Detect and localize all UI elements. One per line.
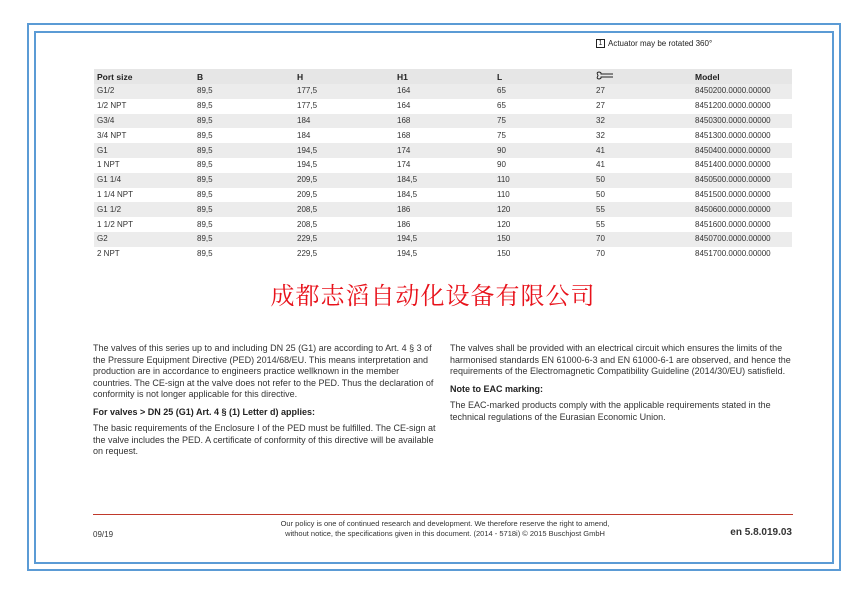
cell-h1: 184,5	[397, 189, 418, 199]
cell-port-size: G1	[94, 143, 194, 158]
cell-model: 8450300.0000.00000	[692, 114, 792, 129]
table-row	[94, 114, 792, 129]
header-h1: H1	[394, 69, 494, 84]
cell-wrench-size: 41	[596, 160, 605, 170]
cell-h: 229,5	[297, 249, 318, 259]
note-text: Actuator may be rotated 360°	[608, 39, 713, 48]
cell-b: 89,5	[197, 101, 213, 111]
cell-l: 120	[497, 219, 511, 229]
cell-h1: 174	[397, 160, 411, 170]
cell-wrench-size: 27	[596, 101, 605, 111]
cell-h: 209,5	[297, 189, 318, 199]
cell-port-size: 3/4 NPT	[97, 130, 127, 140]
cell-wrench-size: 55	[596, 219, 605, 229]
cell-h: 177,5	[294, 84, 394, 99]
cell-port-size: 1 NPT	[97, 160, 120, 170]
table-row	[94, 173, 792, 188]
header-model: Model	[692, 69, 792, 84]
table-row	[94, 188, 792, 203]
emc-paragraph: The valves shall be provided with an electrical circuit which ensures the limits of the harmonised standards EN 61000-6-3 and EN 61000-6-1 are observed, and hence the requirements of the Electromagnetic Compatibility Guideline (2014/30/EU) satisfield.	[450, 343, 791, 376]
eac-paragraph: The EAC-marked products comply with the applicable requirements stated in the technical regulations of the Eurasian Economic Union.	[450, 400, 771, 422]
cell-h: 209,5	[294, 173, 394, 188]
cell-l: 65	[494, 84, 593, 99]
cell-wrench-size: 50	[596, 189, 605, 199]
ped-text-column	[93, 343, 438, 464]
cell-h1: 168	[394, 114, 494, 129]
cell-model: 8451700.0000.00000	[695, 249, 771, 259]
cell-port-size: 1 1/2 NPT	[97, 219, 134, 229]
cell-model: 8451500.0000.00000	[695, 189, 771, 199]
cell-wrench-size: 27	[593, 84, 692, 99]
cell-h1: 186	[394, 202, 494, 217]
cell-b: 89,5	[194, 84, 294, 99]
cell-wrench-size: 41	[593, 143, 692, 158]
ped-paragraph: The valves of this series up to and including DN 25 (G1) are according to Art. 4 § 3 of the Pressure Equipment Directive (PED) 2014/68/EU. This means interpretation and production are in accordance to engineers practice wellknown in the member countries. The CE-sign at the valve does not refer to the PED. Thus the declaration of conformity is not longer applicable for this directive.	[93, 343, 434, 399]
cell-wrench-size: 70	[593, 232, 692, 247]
header-wrench	[593, 69, 692, 84]
cell-b: 89,5	[194, 202, 294, 217]
footer-divider	[93, 514, 793, 515]
cell-h: 194,5	[297, 160, 318, 170]
footer-policy	[240, 519, 650, 539]
cell-port-size: G3/4	[94, 114, 194, 129]
footer-date: 09/19	[93, 530, 114, 539]
footer-policy-line1: Our policy is one of continued research and development. We therefore reserve the right to amend,	[280, 519, 610, 528]
cell-l: 90	[494, 143, 593, 158]
cell-wrench-size: 55	[593, 202, 692, 217]
cell-l: 75	[494, 114, 593, 129]
cell-model: 8450500.0000.00000	[692, 173, 792, 188]
cell-b: 89,5	[194, 143, 294, 158]
table-row	[94, 158, 792, 173]
actuator-note	[596, 39, 712, 48]
ped-requirements-paragraph: The basic requirements of the Enclosure I of the PED must be fulfilled. The CE-sign at the valve includes the PED. A certificate of conformity of this directive will be available on request.	[93, 423, 436, 456]
cell-h1: 194,5	[394, 232, 494, 247]
table-row	[94, 99, 792, 114]
cell-b: 89,5	[194, 232, 294, 247]
cell-wrench-size: 32	[593, 114, 692, 129]
cell-wrench-size: 32	[596, 130, 605, 140]
eac-heading: Note to EAC marking:	[450, 383, 544, 394]
header-port-size: Port size	[94, 69, 194, 84]
cell-model: 8450600.0000.00000	[692, 202, 792, 217]
cell-port-size: G1/2	[94, 84, 194, 99]
port-size-table	[94, 69, 792, 262]
company-watermark: 成都志滔自动化设备有限公司	[270, 282, 596, 310]
cell-l: 150	[497, 249, 511, 259]
cell-model: 8451600.0000.00000	[695, 219, 771, 229]
cell-model: 8451200.0000.00000	[695, 101, 771, 111]
cell-h1: 164	[397, 101, 411, 111]
cell-b: 89,5	[197, 189, 213, 199]
cell-h: 184	[294, 114, 394, 129]
cell-h1: 194,5	[397, 249, 418, 259]
cell-l: 65	[497, 101, 506, 111]
cell-port-size: 1/2 NPT	[97, 101, 127, 111]
cell-port-size: G2	[94, 232, 194, 247]
table-row	[94, 84, 792, 99]
footer-policy-line2: without notice, the specifications given in this document. (2014 - 5718i) © 2015 Buschjost GmbH	[285, 529, 605, 538]
cell-h: 229,5	[294, 232, 394, 247]
cell-l: 150	[494, 232, 593, 247]
cell-model: 8450400.0000.00000	[692, 143, 792, 158]
cell-h1: 174	[394, 143, 494, 158]
cell-port-size: G1 1/2	[94, 202, 194, 217]
cell-l: 90	[497, 160, 506, 170]
cell-b: 89,5	[197, 219, 213, 229]
note-number-box: 1	[596, 39, 605, 48]
cell-h1: 164	[394, 84, 494, 99]
cell-b: 89,5	[194, 173, 294, 188]
footer-doc-id: en 5.8.019.03	[730, 527, 792, 538]
ped-heading: For valves > DN 25 (G1) Art. 4 § (1) Letter d) applies:	[93, 406, 315, 417]
cell-l: 110	[494, 173, 593, 188]
table-row	[94, 217, 792, 232]
cell-h: 208,5	[294, 202, 394, 217]
cell-h: 194,5	[294, 143, 394, 158]
cell-model: 8451300.0000.00000	[695, 130, 771, 140]
wrench-icon	[596, 71, 614, 80]
cell-port-size: 2 NPT	[97, 249, 120, 259]
cell-l: 110	[497, 189, 510, 199]
cell-h1: 168	[397, 130, 411, 140]
table-row	[94, 247, 792, 262]
table-row	[94, 202, 792, 217]
cell-l: 75	[497, 130, 506, 140]
table-header-row	[94, 69, 792, 84]
cell-model: 8450200.0000.00000	[692, 84, 792, 99]
cell-b: 89,5	[197, 160, 213, 170]
cell-wrench-size: 50	[593, 173, 692, 188]
emc-text-column	[450, 343, 795, 429]
header-h: H	[294, 69, 394, 84]
cell-port-size: G1 1/4	[94, 173, 194, 188]
cell-b: 89,5	[194, 114, 294, 129]
table-row	[94, 143, 792, 158]
cell-h: 208,5	[297, 219, 318, 229]
table-row	[94, 128, 792, 143]
cell-h: 177,5	[297, 101, 318, 111]
header-l: L	[494, 69, 593, 84]
header-b: B	[194, 69, 294, 84]
cell-h1: 186	[397, 219, 411, 229]
cell-h: 184	[297, 130, 311, 140]
cell-model: 8450700.0000.00000	[692, 232, 792, 247]
cell-model: 8451400.0000.00000	[695, 160, 771, 170]
table-row	[94, 232, 792, 247]
cell-wrench-size: 70	[596, 249, 605, 259]
cell-port-size: 1 1/4 NPT	[97, 189, 134, 199]
cell-b: 89,5	[197, 249, 213, 259]
cell-h1: 184,5	[394, 173, 494, 188]
cell-l: 120	[494, 202, 593, 217]
cell-b: 89,5	[197, 130, 213, 140]
